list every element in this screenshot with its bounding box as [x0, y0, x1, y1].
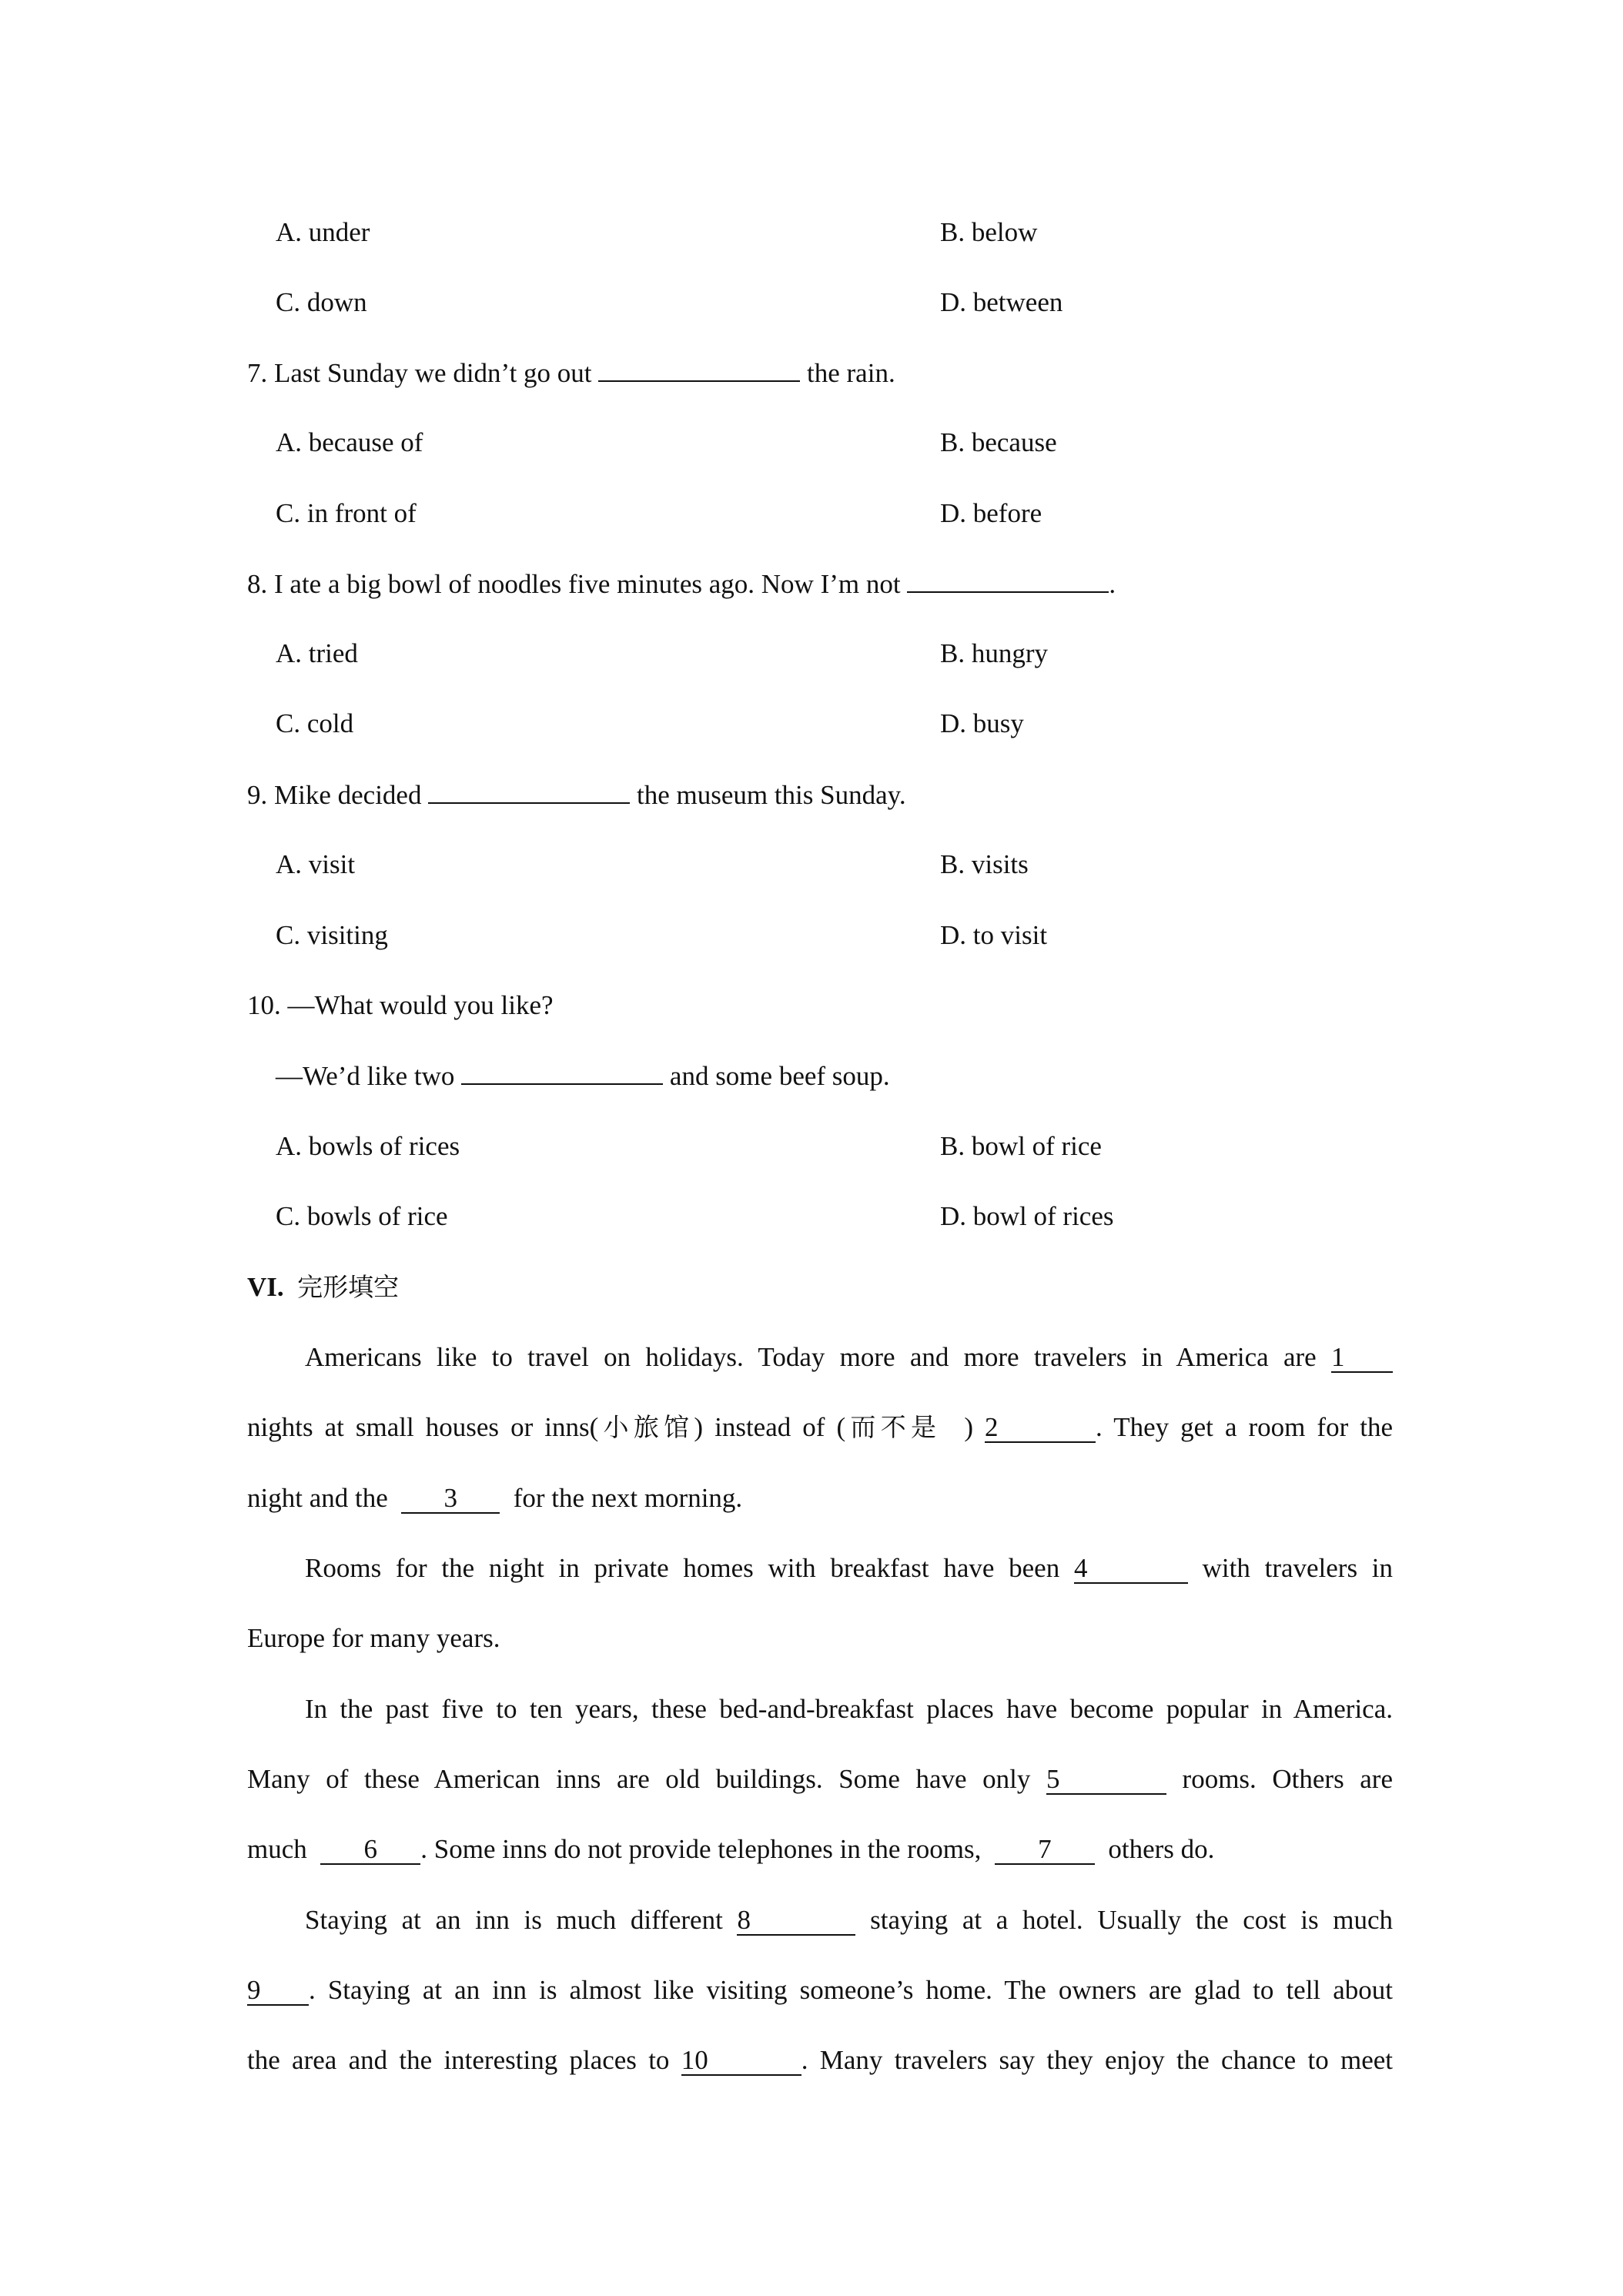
question-7: [247, 356, 1393, 390]
p4-l2-b: . Staying at an inn is almost like visiting someone’s home. The owners are glad to tell about: [309, 1975, 1393, 2005]
question-10: 10. —What would you like?: [247, 990, 554, 1020]
passage-p1-line3: [247, 1481, 1393, 1515]
p1-l2-c: ): [964, 1412, 973, 1442]
section-number: VI.: [247, 1272, 284, 1302]
passage-p2-line1: [305, 1551, 1393, 1585]
q7-stem-before: 7. Last Sunday we didn’t go out: [247, 358, 592, 388]
passage-p1-line1: [305, 1340, 1393, 1374]
q6-option-b: B. below: [940, 217, 1038, 247]
question-8: [247, 567, 1393, 601]
passage-p4-line3: [247, 2043, 1393, 2077]
q8-answer-blank[interactable]: [907, 567, 1109, 593]
question-9: [247, 778, 1393, 812]
q10-option-d: D. bowl of rices: [940, 1201, 1114, 1231]
blank-10[interactable]: 10: [681, 2047, 801, 2076]
blank-3[interactable]: 3: [401, 1484, 500, 1514]
q8-option-d: D. busy: [940, 708, 1024, 738]
q7-option-a: A. because of: [276, 427, 423, 457]
p4-l3-a: the area and the interesting places to: [247, 2045, 670, 2075]
p3-l3-a: much: [247, 1834, 307, 1864]
passage-p3-line1: In the past five to ten years, these bed-and-breakfast places have become popular in America.: [305, 1694, 1393, 1724]
passage-p1-line2: [247, 1411, 1393, 1444]
p4-l1-a: Staying at an inn is much different: [305, 1905, 723, 1935]
p4-l3-b: . Many travelers say they enjoy the chance to meet: [801, 2045, 1394, 2075]
p1-l3-a: night and the: [247, 1483, 388, 1513]
question-10-response: [276, 1059, 1393, 1093]
p1-l2-cjk1: 小旅馆: [598, 1412, 694, 1442]
p1-l2-cjk2: 而不是: [845, 1412, 942, 1442]
q9-option-c: C. visiting: [276, 920, 388, 950]
q6-option-d: D. between: [940, 287, 1063, 317]
blank-8[interactable]: 8: [737, 1906, 855, 1936]
p2-l1-b: with travelers in: [1202, 1553, 1394, 1583]
q9-stem-after: the museum this Sunday.: [636, 780, 906, 810]
q10-option-a: A. bowls of rices: [276, 1131, 460, 1161]
q10-stem-before: —We’d like two: [276, 1061, 455, 1091]
passage-p3-line2: [247, 1762, 1393, 1796]
p1-l1-text: Americans like to travel on holidays. Today more and more travelers in America are: [305, 1342, 1317, 1372]
q10-option-b: B. bowl of rice: [940, 1131, 1102, 1161]
q10-answer-blank[interactable]: [461, 1059, 663, 1085]
q7-option-c: C. in front of: [276, 498, 417, 528]
passage-p3-line3: [247, 1832, 1393, 1866]
blank-4[interactable]: 4: [1074, 1555, 1188, 1584]
passage-p2-line2: Europe for many years.: [247, 1623, 500, 1653]
blank-9[interactable]: 9: [247, 1976, 309, 2006]
p2-l1-a: Rooms for the night in private homes with breakfast have been: [305, 1553, 1060, 1583]
q9-option-b: B. visits: [940, 849, 1029, 879]
q6-option-c: C. down: [276, 287, 367, 317]
p4-l1-b: staying at a hotel. Usually the cost is much: [870, 1905, 1394, 1935]
p3-l3-b: . Some inns do not provide telephones in the rooms,: [420, 1834, 982, 1864]
q9-answer-blank[interactable]: [428, 778, 630, 804]
q8-option-c: C. cold: [276, 708, 354, 738]
q7-answer-blank[interactable]: [598, 356, 800, 382]
p1-l2-d: . They get a room for the: [1096, 1412, 1394, 1442]
q10-option-c: C. bowls of rice: [276, 1201, 448, 1231]
q8-option-b: B. hungry: [940, 638, 1048, 668]
blank-1[interactable]: 1: [1331, 1344, 1393, 1373]
p1-l3-b: for the next morning.: [513, 1483, 743, 1513]
q9-stem-before: 9. Mike decided: [247, 780, 422, 810]
q9-option-d: D. to visit: [940, 920, 1048, 950]
q9-option-a: A. visit: [276, 849, 356, 879]
section-heading: [247, 1270, 1393, 1304]
passage-p4-line2: [247, 1973, 1393, 2007]
q6-option-a: A. under: [276, 217, 370, 247]
q8-stem-before: 8. I ate a big bowl of noodles five minutes ago. Now I’m not: [247, 569, 901, 599]
section-title: 完形填空: [297, 1272, 400, 1302]
p1-l2-b: ) instead of (: [694, 1412, 846, 1442]
passage-p4-line1: [305, 1903, 1393, 1937]
blank-5[interactable]: 5: [1046, 1766, 1166, 1795]
p3-l2-a: Many of these American inns are old buildings. Some have only: [247, 1764, 1031, 1794]
q10-stem-after: and some beef soup.: [669, 1061, 890, 1091]
q8-stem-after: .: [1109, 569, 1116, 599]
p3-l2-b: rooms. Others are: [1182, 1764, 1393, 1794]
q7-option-b: B. because: [940, 427, 1057, 457]
blank-6[interactable]: 6: [320, 1836, 420, 1865]
blank-7[interactable]: 7: [995, 1836, 1095, 1865]
q7-option-d: D. before: [940, 498, 1042, 528]
p1-l2-a: nights at small houses or inns(: [247, 1412, 599, 1442]
q7-stem-after: the rain.: [807, 358, 895, 388]
blank-2[interactable]: 2: [985, 1414, 1096, 1443]
q8-option-a: A. tried: [276, 638, 358, 668]
p3-l3-c: others do.: [1108, 1834, 1215, 1864]
